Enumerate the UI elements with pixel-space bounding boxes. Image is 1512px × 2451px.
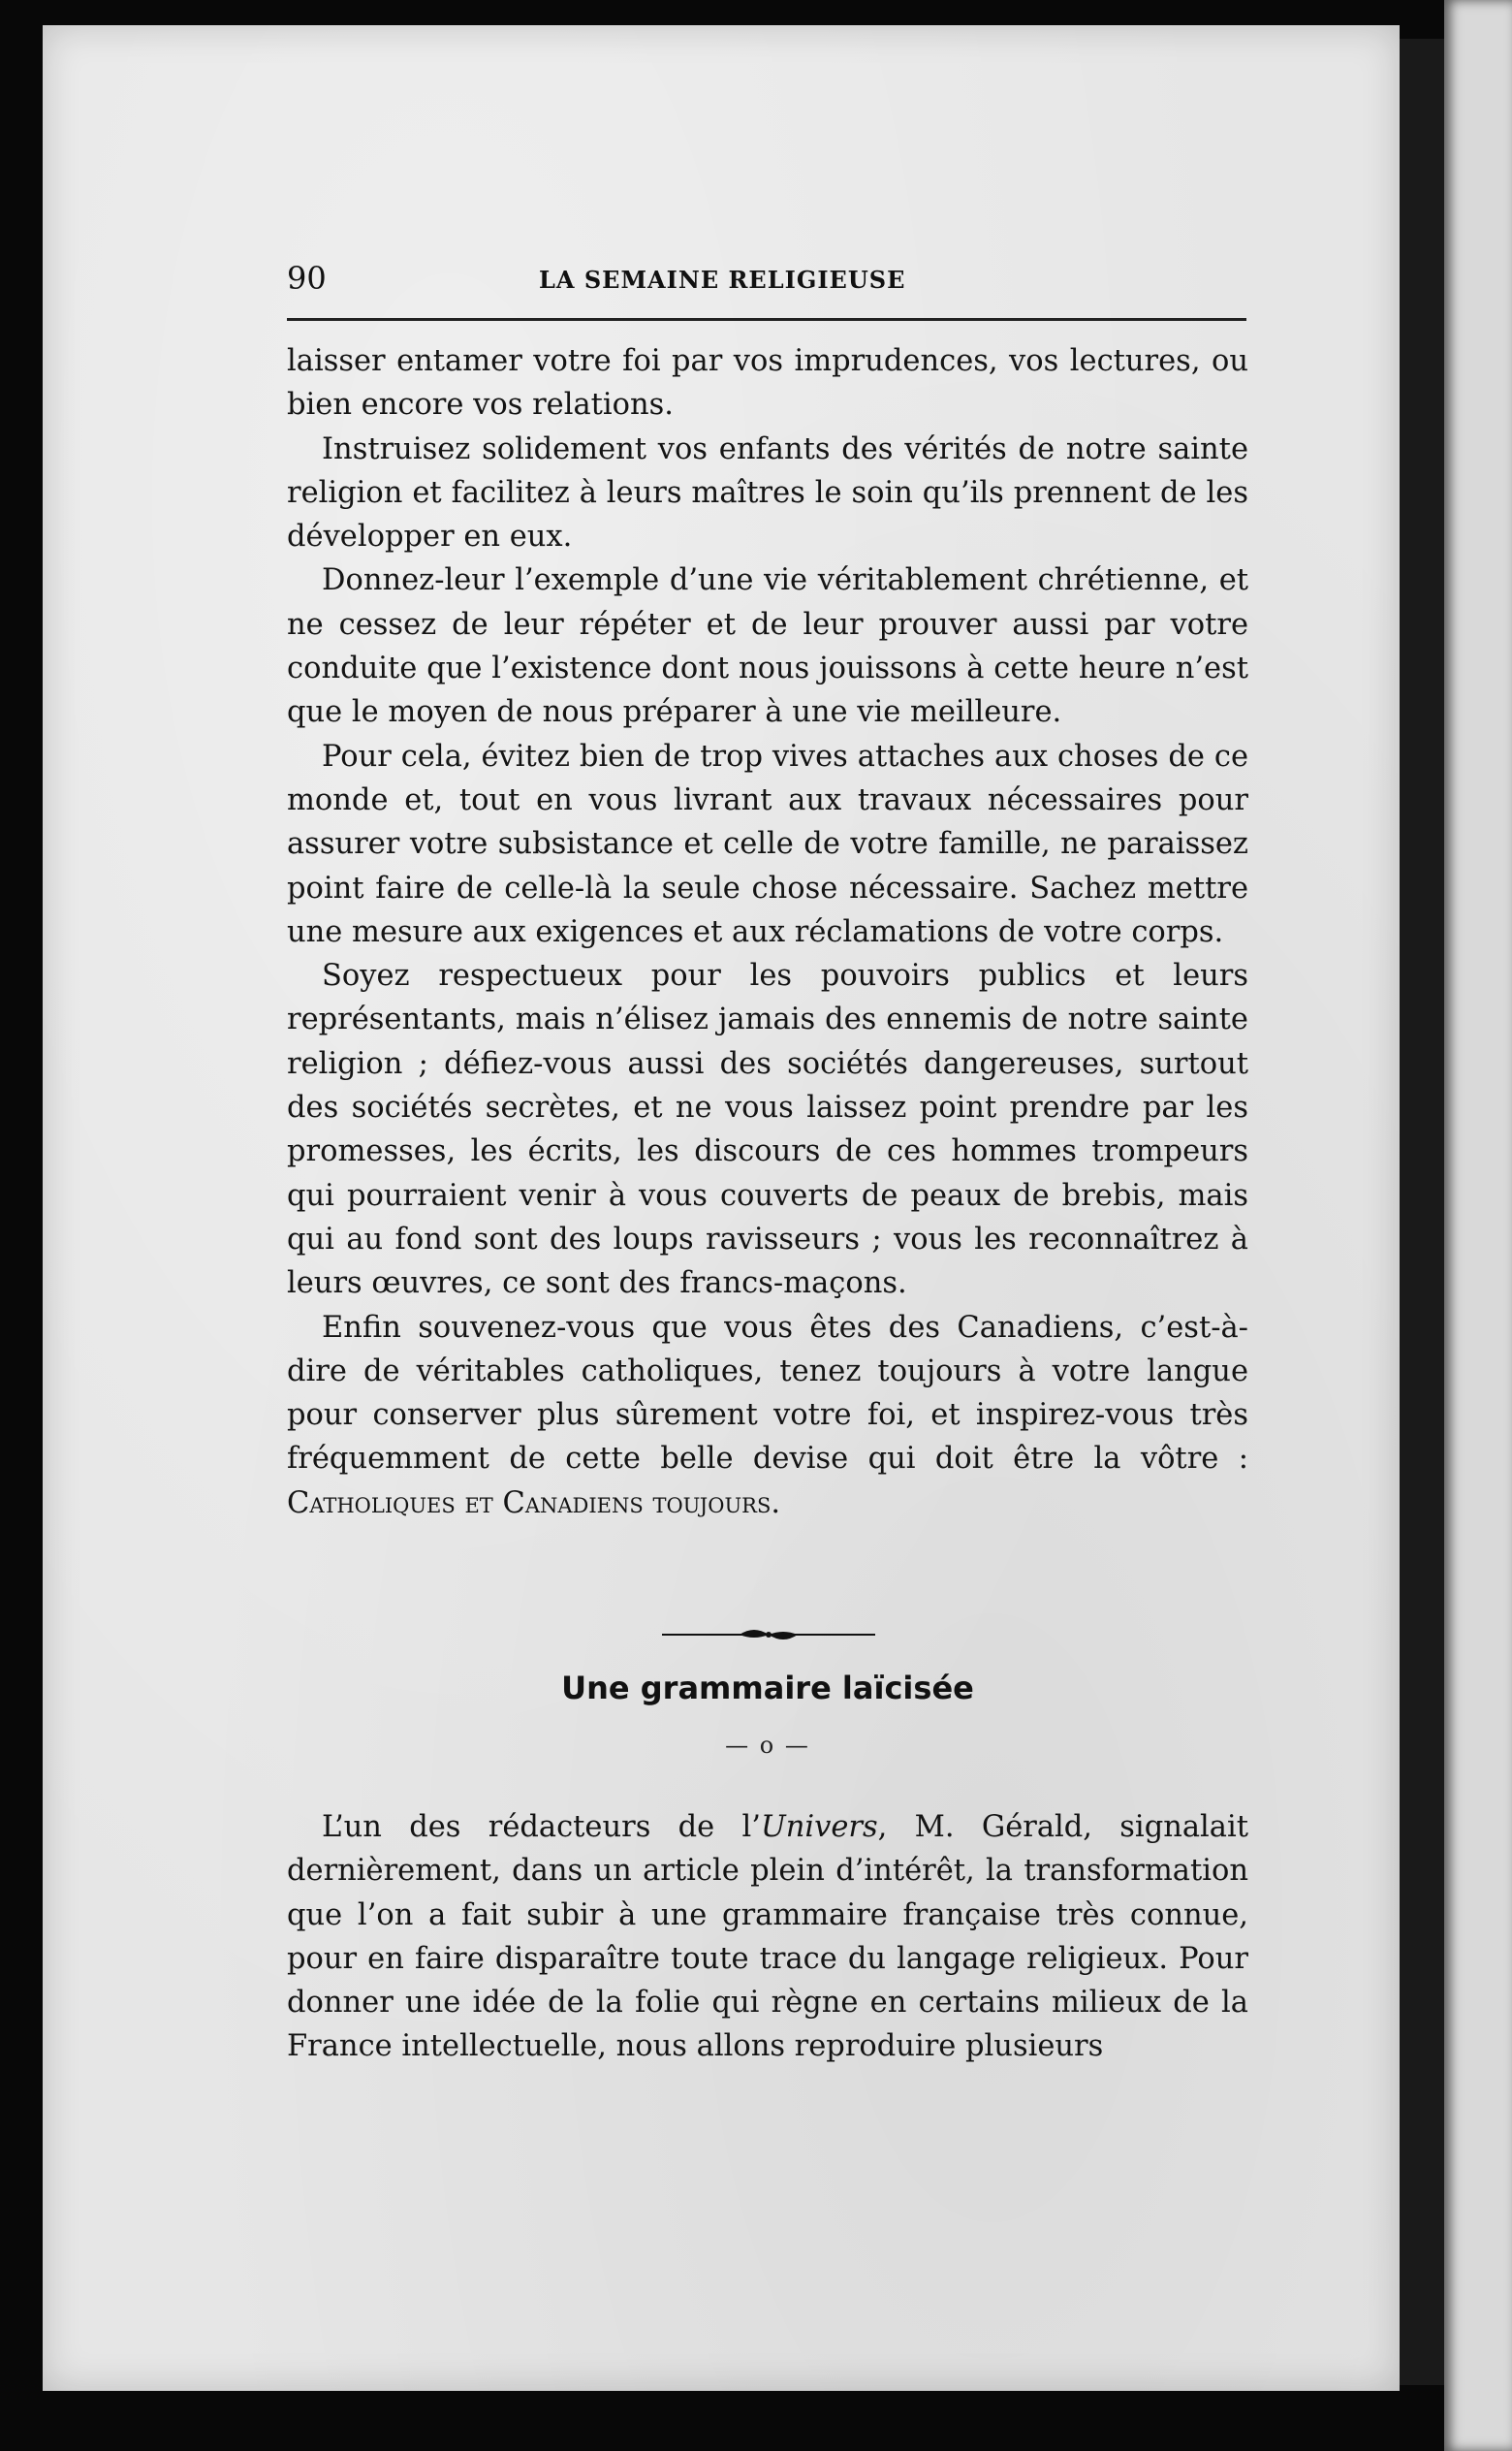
section-text [287, 1805, 1248, 2069]
motto: Catholiques et Canadiens toujours. [287, 1485, 781, 1520]
header-rule [287, 318, 1246, 321]
journal-name: Univers [760, 1810, 878, 1844]
section-paragraph-1-rest: , M. Gérald, signalait dernièrement, dans un article plein d’intérêt, la transformation que l’on a fait subir à une grammaire française très connue, pour en faire disparaître toute trace du langage religieux. Pour donner une idée de la folie qui règne en certains milieux de la France intellectuelle, nous allons reproduire plusieurs [287, 1810, 1248, 2064]
section-paragraph-1-start: L’un des rédacteurs de l’ [322, 1810, 761, 1844]
section-ornament [662, 1623, 875, 1646]
page-header [287, 260, 1246, 302]
title-divider: — o — [725, 1732, 810, 1759]
running-head: LA SEMAINE RELIGIEUSE [539, 266, 906, 294]
section-title: Une grammaire laïcisée [561, 1670, 974, 1706]
next-page-edge [1444, 0, 1512, 2451]
paragraph-2: Instruisez solidement vos enfants des vérités de notre sainte religion et facilitez à leurs maîtres le soin qu’ils prennent de les développer en eux. [287, 431, 1248, 555]
paragraph-6-text: Enfin souvenez-vous que vous êtes des Canadiens, c’est-à-dire de véritables catholiques, tenez toujours à votre langue pour conserver plus sûrement votre foi, et inspirez-vous très fréquemment de cette belle devise qui doit être la vôtre : [287, 1310, 1248, 1477]
page-number: 90 [287, 260, 327, 297]
paragraph-4: Pour cela, évitez bien de trop vives attaches aux choses de ce monde et, tout en vous livrant aux travaux nécessaires pour assurer votre subsistance et celle de votre famille, ne paraissez point faire de celle-là la seule chose nécessaire. Sachez mettre une mesure aux exigences et aux réclamations de votre corps. [287, 739, 1248, 949]
paragraph-1: laisser entamer votre foi par vos imprudences, vos lectures, ou bien encore vos relations. [287, 344, 1248, 423]
paragraph-3: Donnez-leur l’exemple d’une vie véritablement chrétienne, et ne cessez de leur répéter et de leur prouver aussi par votre conduite que l’existence dont nous jouissons à cette heure n’est que le moyen de nous préparer à une vie meilleure. [287, 563, 1248, 730]
paragraph-6 [287, 1306, 1248, 1525]
paragraph-5: Soyez respectueux pour les pouvoirs publics et leurs représentants, mais n’élisez jamais des ennemis de notre sainte religion ; défiez-vous aussi des sociétés dangereuses, surtout des sociétés secrètes, et ne vous laissez point prendre par les promesses, les écrits, les discours de ces hommes trompeurs qui pourraient venir à vous couverts de peaux de brebis, mais qui au fond sont des loups ravisseurs ; vous les reconnaîtrez à leurs œuvres, ce sont des francs-maçons. [287, 959, 1248, 1301]
section-paragraph-1 [287, 1805, 1248, 2069]
binding-shadow [1400, 39, 1444, 2385]
body-text [287, 339, 1248, 1525]
